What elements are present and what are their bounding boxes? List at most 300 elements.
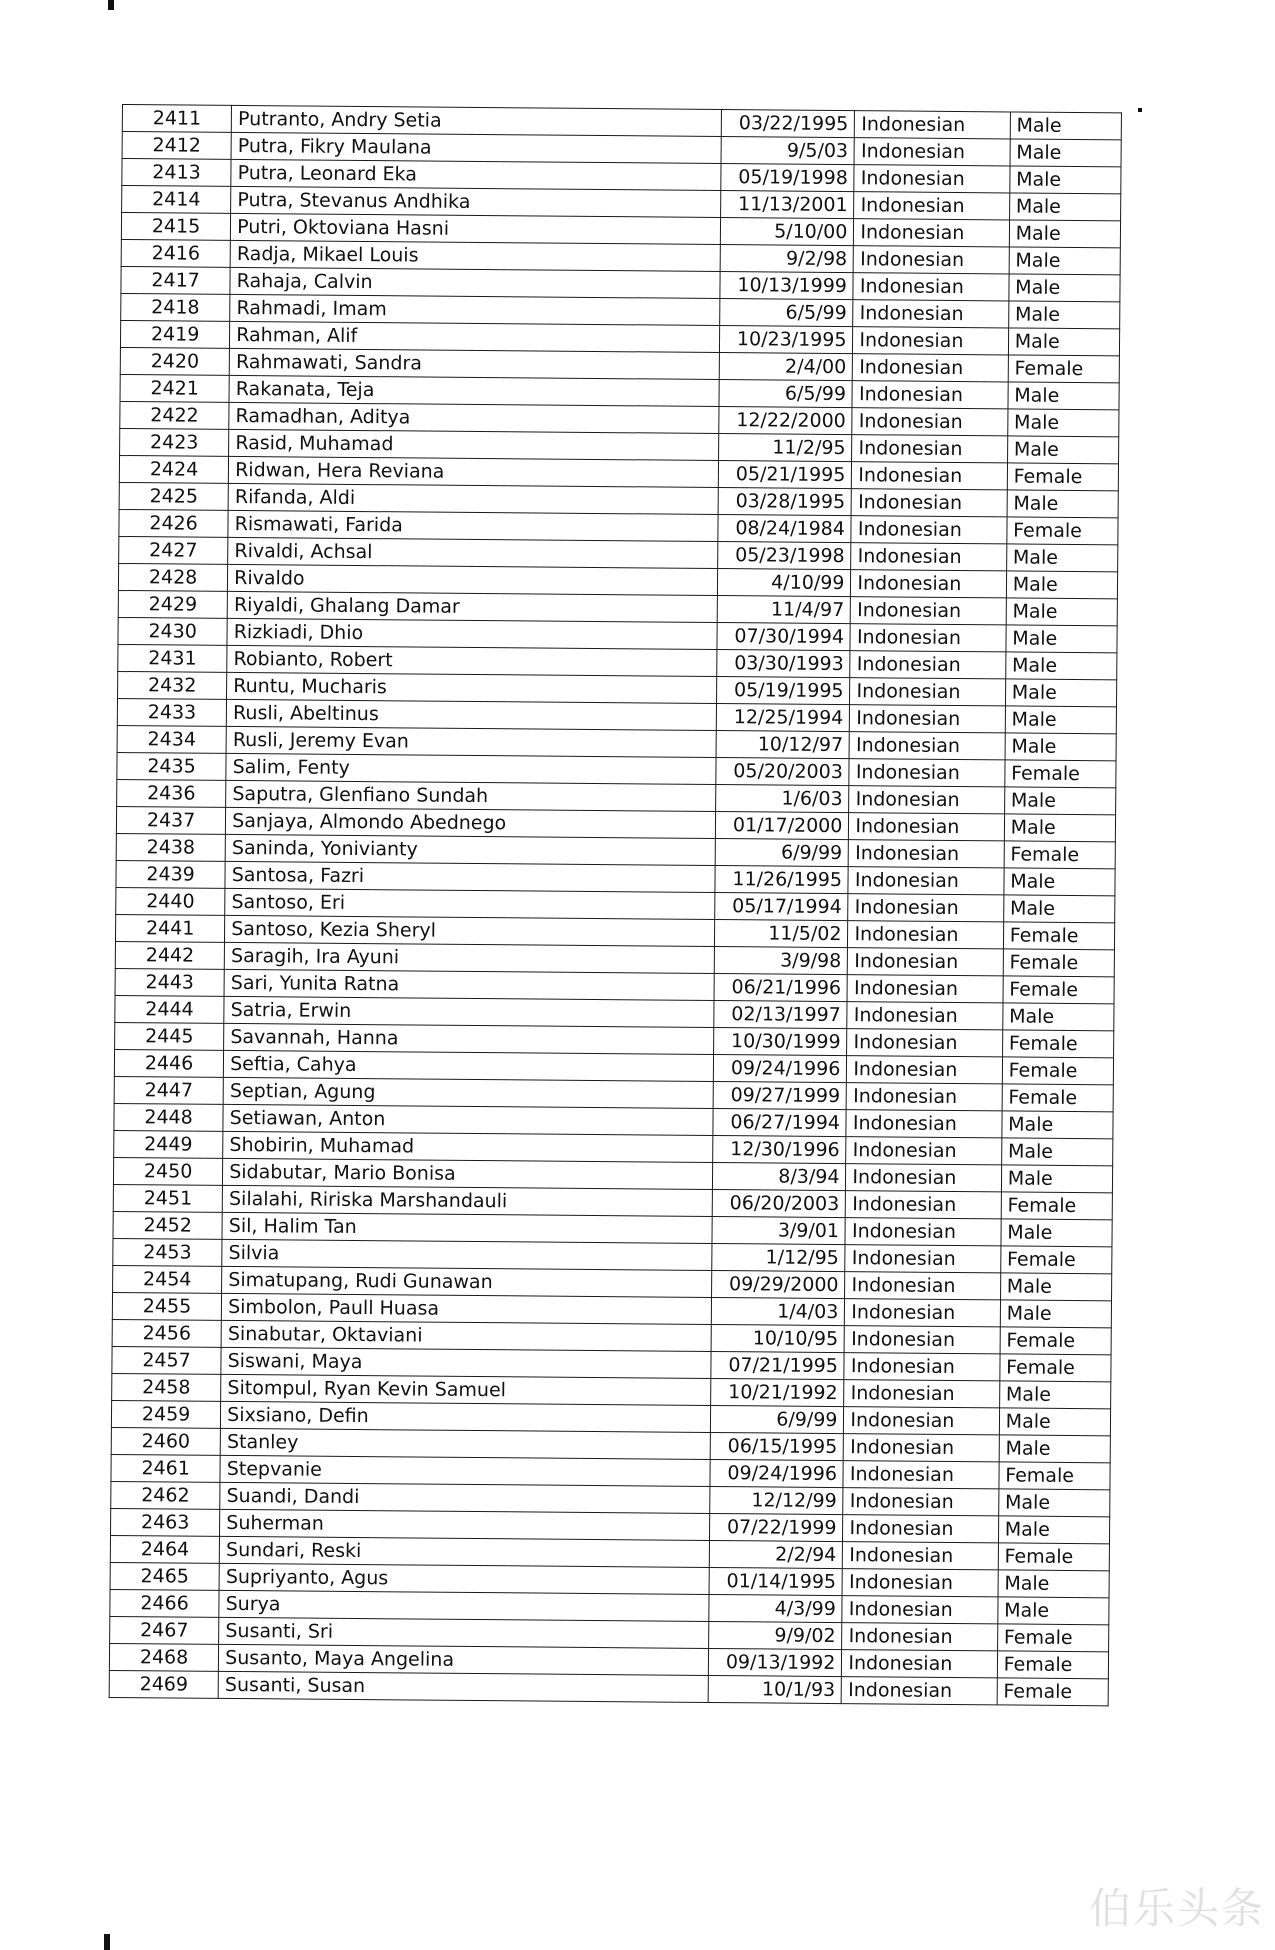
birth-date-cell: 9/5/03 (721, 137, 854, 165)
birth-date-cell: 2/4/00 (719, 353, 852, 381)
person-name-cell: Sinabutar, Oktaviani (221, 1320, 711, 1351)
nationality-cell: Indonesian (848, 894, 1004, 922)
nationality-cell: Indonesian (851, 570, 1007, 598)
gender-cell: Male (999, 1435, 1110, 1463)
record-number-cell: 2425 (119, 482, 228, 510)
person-name-cell: Rahman, Alif (230, 321, 720, 352)
birth-date-cell: 1/4/03 (711, 1297, 844, 1325)
gender-cell: Male (1002, 1111, 1113, 1139)
record-number-cell: 2459 (111, 1400, 220, 1428)
gender-cell: Male (1007, 409, 1118, 437)
birth-date-cell: 4/3/99 (709, 1594, 842, 1622)
birth-date-cell: 07/30/1994 (717, 623, 850, 651)
nationality-cell: Indonesian (843, 1542, 999, 1570)
nationality-cell: Indonesian (844, 1407, 1000, 1435)
nationality-cell: Indonesian (853, 354, 1009, 382)
person-name-cell: Silalahi, Ririska Marshandauli (222, 1185, 712, 1216)
birth-date-cell: 09/29/2000 (712, 1270, 845, 1298)
record-number-cell: 2426 (119, 509, 228, 537)
person-name-cell: Susanto, Maya Angelina (219, 1644, 709, 1675)
gender-cell: Male (1003, 895, 1114, 923)
person-name-cell: Rakanata, Teja (229, 375, 719, 406)
nationality-cell: Indonesian (846, 1191, 1002, 1219)
birth-date-cell: 12/12/99 (710, 1486, 843, 1514)
nationality-cell: Indonesian (849, 786, 1005, 814)
birth-date-cell: 01/14/1995 (709, 1567, 842, 1595)
person-name-cell: Saninda, Yonivianty (225, 834, 715, 865)
records-table (109, 104, 1122, 1706)
nationality-cell: Indonesian (853, 273, 1009, 301)
gender-cell: Male (998, 1597, 1109, 1625)
record-number-cell: 2442 (115, 941, 224, 969)
person-name-cell: Rivaldi, Achsal (228, 537, 718, 568)
gender-cell: Male (1008, 301, 1119, 329)
gender-cell: Male (1006, 598, 1117, 626)
gender-cell: Male (1004, 868, 1115, 896)
nationality-cell: Indonesian (844, 1434, 1000, 1462)
person-name-cell: Robianto, Robert (227, 645, 717, 676)
birth-date-cell: 12/30/1996 (713, 1135, 846, 1163)
birth-date-cell: 07/21/1995 (711, 1351, 844, 1379)
nationality-cell: Indonesian (846, 1137, 1002, 1165)
gender-cell: Male (1004, 787, 1115, 815)
person-name-cell: Putra, Stevanus Andhika (231, 186, 721, 217)
person-name-cell: Rahaja, Calvin (230, 267, 720, 298)
birth-date-cell: 1/12/95 (712, 1243, 845, 1271)
nationality-cell: Indonesian (842, 1596, 998, 1624)
person-name-cell: Saputra, Glenfiano Sundah (226, 780, 716, 811)
gender-cell: Male (999, 1408, 1110, 1436)
nationality-cell: Indonesian (852, 381, 1008, 409)
nationality-cell: Indonesian (842, 1677, 998, 1705)
record-number-cell: 2414 (122, 186, 231, 214)
record-number-cell: 2433 (117, 698, 226, 726)
nationality-cell: Indonesian (843, 1461, 999, 1489)
person-name-cell: Runtu, Mucharis (227, 672, 717, 703)
record-number-cell: 2438 (116, 833, 225, 861)
person-name-cell: Putri, Oktoviana Hasni (231, 213, 721, 244)
gender-cell: Male (1010, 166, 1121, 194)
birth-date-cell: 09/24/1996 (710, 1459, 843, 1487)
gender-cell: Male (1000, 1273, 1111, 1301)
nationality-cell: Indonesian (852, 408, 1008, 436)
nationality-cell: Indonesian (843, 1515, 999, 1543)
records-body (109, 105, 1121, 1706)
person-name-cell: Putra, Leonard Eka (231, 159, 721, 190)
record-number-cell: 2469 (109, 1670, 218, 1698)
person-name-cell: Salim, Fenty (226, 753, 716, 784)
gender-cell: Female (1003, 949, 1114, 977)
person-name-cell: Stepvanie (220, 1455, 710, 1486)
person-name-cell: Rismawati, Farida (228, 510, 718, 541)
nationality-cell: Indonesian (854, 219, 1010, 247)
gender-cell: Male (1006, 625, 1117, 653)
gender-cell: Male (1005, 679, 1116, 707)
gender-cell: Female (998, 1543, 1109, 1571)
gender-cell: Male (999, 1381, 1110, 1409)
person-name-cell: Susanti, Susan (218, 1671, 708, 1702)
gender-cell: Female (997, 1624, 1108, 1652)
nationality-cell: Indonesian (842, 1569, 998, 1597)
person-name-cell: Rusli, Jeremy Evan (226, 726, 716, 757)
nationality-cell: Indonesian (842, 1623, 998, 1651)
person-name-cell: Stanley (220, 1428, 710, 1459)
person-name-cell: Sari, Yunita Ratna (224, 969, 714, 1000)
birth-date-cell: 11/13/2001 (721, 191, 854, 219)
record-number-cell: 2420 (120, 347, 229, 375)
birth-date-cell: 06/20/2003 (712, 1189, 845, 1217)
person-name-cell: Simatupang, Rudi Gunawan (222, 1266, 712, 1297)
record-number-cell: 2463 (111, 1508, 220, 1536)
person-name-cell: Riyaldi, Ghalang Damar (227, 591, 717, 622)
nationality-cell: Indonesian (851, 516, 1007, 544)
person-name-cell: Simbolon, Paull Huasa (222, 1293, 712, 1324)
nationality-cell: Indonesian (850, 624, 1006, 652)
birth-date-cell: 11/4/97 (717, 596, 850, 624)
birth-date-cell: 5/10/00 (721, 218, 854, 246)
person-name-cell: Ramadhan, Aditya (229, 402, 719, 433)
gender-cell: Male (1004, 814, 1115, 842)
gender-cell: Female (1007, 463, 1118, 491)
gender-cell: Female (999, 1462, 1110, 1490)
birth-date-cell: 05/21/1995 (718, 461, 851, 489)
record-number-cell: 2431 (118, 644, 227, 672)
person-name-cell: Sixsiano, Defin (221, 1401, 711, 1432)
record-number-cell: 2467 (110, 1616, 219, 1644)
record-number-cell: 2439 (116, 860, 225, 888)
birth-date-cell: 9/2/98 (720, 245, 853, 273)
birth-date-cell: 3/9/98 (714, 946, 847, 974)
person-name-cell: Radja, Mikael Louis (230, 240, 720, 271)
record-number-cell: 2456 (112, 1319, 221, 1347)
birth-date-cell: 05/20/2003 (716, 758, 849, 786)
birth-date-cell: 11/5/02 (715, 919, 848, 947)
birth-date-cell: 10/21/1992 (711, 1378, 844, 1406)
person-name-cell: Rasid, Muhamad (229, 429, 719, 460)
person-name-cell: Rahmadi, Imam (230, 294, 720, 325)
birth-date-cell: 12/25/1994 (716, 704, 849, 732)
birth-date-cell: 6/5/99 (719, 380, 852, 408)
nationality-cell: Indonesian (847, 1029, 1003, 1057)
nationality-cell: Indonesian (854, 165, 1010, 193)
record-number-cell: 2452 (113, 1211, 222, 1239)
birth-date-cell: 1/6/03 (716, 785, 849, 813)
record-number-cell: 2444 (115, 995, 224, 1023)
birth-date-cell: 4/10/99 (718, 569, 851, 597)
birth-date-cell: 03/30/1993 (717, 650, 850, 678)
birth-date-cell: 6/5/99 (720, 299, 853, 327)
person-name-cell: Satria, Erwin (224, 996, 714, 1027)
birth-date-cell: 02/13/1997 (714, 1000, 847, 1028)
gender-cell: Female (1005, 760, 1116, 788)
record-number-cell: 2446 (114, 1049, 223, 1077)
record-number-cell: 2424 (119, 455, 228, 483)
nationality-cell: Indonesian (854, 246, 1010, 274)
gender-cell: Male (998, 1570, 1109, 1598)
record-number-cell: 2447 (114, 1076, 223, 1104)
nationality-cell: Indonesian (845, 1299, 1001, 1327)
gender-cell: Female (1001, 1192, 1112, 1220)
gender-cell: Male (1001, 1219, 1112, 1247)
record-number-cell: 2436 (117, 779, 226, 807)
person-name-cell: Rahmawati, Sandra (229, 348, 719, 379)
person-name-cell: Sidabutar, Mario Bonisa (223, 1158, 713, 1189)
birth-date-cell: 10/1/93 (708, 1675, 841, 1703)
record-number-cell: 2445 (115, 1022, 224, 1050)
birth-date-cell: 05/19/1998 (721, 164, 854, 192)
birth-date-cell: 9/9/02 (709, 1621, 842, 1649)
birth-date-cell: 6/9/99 (715, 838, 848, 866)
gender-cell: Female (1002, 1030, 1113, 1058)
person-name-cell: Rizkiadi, Dhio (227, 618, 717, 649)
person-name-cell: Rifanda, Aldi (228, 483, 718, 514)
birth-date-cell: 09/13/1992 (709, 1648, 842, 1676)
person-name-cell: Santosa, Fazri (225, 861, 715, 892)
gender-cell: Female (997, 1651, 1108, 1679)
person-name-cell: Ridwan, Hera Reviana (229, 456, 719, 487)
gender-cell: Male (1001, 1138, 1112, 1166)
birth-date-cell: 07/22/1999 (710, 1513, 843, 1541)
birth-date-cell: 3/9/01 (712, 1216, 845, 1244)
record-number-cell: 2458 (112, 1373, 221, 1401)
record-number-cell: 2453 (113, 1238, 222, 1266)
birth-date-cell: 10/13/1999 (720, 272, 853, 300)
gender-cell: Male (1008, 328, 1119, 356)
gender-cell: Male (1005, 733, 1116, 761)
gender-cell: Male (1009, 247, 1120, 275)
nationality-cell: Indonesian (848, 921, 1004, 949)
person-name-cell: Susanti, Sri (219, 1617, 709, 1648)
nationality-cell: Indonesian (852, 462, 1008, 490)
person-name-cell: Rusli, Abeltinus (226, 699, 716, 730)
scan-speck (104, 1934, 110, 1950)
record-number-cell: 2432 (118, 671, 227, 699)
birth-date-cell: 06/15/1995 (710, 1432, 843, 1460)
person-name-cell: Sanjaya, Almondo Abednego (226, 807, 716, 838)
gender-cell: Female (1002, 1084, 1113, 1112)
record-number-cell: 2435 (117, 752, 226, 780)
record-number-cell: 2451 (113, 1184, 222, 1212)
gender-cell: Male (1009, 220, 1120, 248)
gender-cell: Male (1007, 490, 1118, 518)
record-number-cell: 2441 (115, 914, 224, 942)
nationality-cell: Indonesian (847, 1083, 1003, 1111)
record-number-cell: 2464 (110, 1535, 219, 1563)
birth-date-cell: 11/2/95 (719, 434, 852, 462)
gender-cell: Female (1003, 976, 1114, 1004)
birth-date-cell: 05/19/1995 (717, 677, 850, 705)
gender-cell: Male (1009, 193, 1120, 221)
nationality-cell: Indonesian (845, 1218, 1001, 1246)
person-name-cell: Shobirin, Muhamad (223, 1131, 713, 1162)
nationality-cell: Indonesian (844, 1380, 1000, 1408)
gender-cell: Male (1009, 274, 1120, 302)
nationality-cell: Indonesian (849, 759, 1005, 787)
record-number-cell: 2461 (111, 1454, 220, 1482)
birth-date-cell: 8/3/94 (713, 1162, 846, 1190)
nationality-cell: Indonesian (849, 840, 1005, 868)
record-number-cell: 2428 (118, 563, 227, 591)
record-number-cell: 2419 (120, 320, 229, 348)
nationality-cell: Indonesian (853, 327, 1009, 355)
record-number-cell: 2411 (122, 105, 231, 133)
nationality-cell: Indonesian (854, 138, 1010, 166)
record-number-cell: 2412 (122, 132, 231, 160)
person-name-cell: Savannah, Hanna (224, 1023, 714, 1054)
birth-date-cell: 2/2/94 (709, 1540, 842, 1568)
birth-date-cell: 06/21/1996 (714, 973, 847, 1001)
gender-cell: Female (1000, 1354, 1111, 1382)
nationality-cell: Indonesian (846, 1110, 1002, 1138)
birth-date-cell: 10/10/95 (711, 1324, 844, 1352)
record-number-cell: 2450 (113, 1157, 222, 1185)
person-name-cell: Santoso, Kezia Sheryl (225, 915, 715, 946)
gender-cell: Female (1002, 1057, 1113, 1085)
record-number-cell: 2440 (116, 887, 225, 915)
record-number-cell: 2465 (110, 1562, 219, 1590)
gender-cell: Male (1005, 706, 1116, 734)
birth-date-cell: 05/23/1998 (718, 542, 851, 570)
record-number-cell: 2443 (115, 968, 224, 996)
record-number-cell: 2437 (116, 806, 225, 834)
nationality-cell: Indonesian (846, 1164, 1002, 1192)
gender-cell: Female (1007, 517, 1118, 545)
gender-cell: Male (1003, 1003, 1114, 1031)
nationality-cell: Indonesian (850, 651, 1006, 679)
record-number-cell: 2468 (109, 1643, 218, 1671)
record-number-cell: 2430 (118, 617, 227, 645)
gender-cell: Male (1000, 1300, 1111, 1328)
record-number-cell: 2422 (120, 401, 229, 429)
record-number-cell: 2429 (118, 590, 227, 618)
person-name-cell: Suherman (220, 1509, 710, 1540)
record-number-cell: 2415 (121, 213, 230, 241)
person-name-cell: Suandi, Dandi (220, 1482, 710, 1513)
nationality-cell: Indonesian (849, 732, 1005, 760)
person-name-cell: Santoso, Eri (225, 888, 715, 919)
nationality-cell: Indonesian (845, 1272, 1001, 1300)
birth-date-cell: 10/23/1995 (720, 326, 853, 354)
nationality-cell: Indonesian (847, 1056, 1003, 1084)
record-number-cell: 2418 (121, 293, 230, 321)
record-number-cell: 2466 (110, 1589, 219, 1617)
gender-cell: Female (1008, 355, 1119, 383)
scan-speck (1138, 108, 1142, 112)
birth-date-cell: 03/22/1995 (721, 110, 854, 138)
birth-date-cell: 05/17/1994 (715, 892, 848, 920)
birth-date-cell: 01/17/2000 (716, 811, 849, 839)
person-name-cell: Sundari, Reski (219, 1536, 709, 1567)
gender-cell: Male (1001, 1165, 1112, 1193)
nationality-cell: Indonesian (847, 975, 1003, 1003)
birth-date-cell: 10/12/97 (716, 731, 849, 759)
scan-speck (108, 0, 114, 10)
person-name-cell: Sil, Halim Tan (222, 1212, 712, 1243)
watermark-logo: 伯乐头条 (1088, 1884, 1265, 1933)
record-number-cell: 2434 (117, 725, 226, 753)
record-number-cell: 2448 (114, 1103, 223, 1131)
nationality-cell: Indonesian (847, 1002, 1003, 1030)
birth-date-cell: 11/26/1995 (715, 865, 848, 893)
gender-cell: Female (1004, 841, 1115, 869)
birth-date-cell: 08/24/1984 (718, 515, 851, 543)
person-name-cell: Putra, Fikry Maulana (231, 132, 721, 163)
record-number-cell: 2416 (121, 239, 230, 267)
person-name-cell: Putranto, Andry Setia (231, 105, 721, 136)
record-number-cell: 2413 (122, 159, 231, 187)
nationality-cell: Indonesian (851, 543, 1007, 571)
nationality-cell: Indonesian (845, 1245, 1001, 1273)
nationality-cell: Indonesian (848, 948, 1004, 976)
person-name-cell: Sitompul, Ryan Kevin Samuel (221, 1374, 711, 1405)
gender-cell: Male (998, 1489, 1109, 1517)
nationality-cell: Indonesian (843, 1488, 999, 1516)
gender-cell: Male (1006, 544, 1117, 572)
record-number-cell: 2421 (120, 374, 229, 402)
birth-date-cell: 12/22/2000 (719, 407, 852, 435)
person-name-cell: Saragih, Ira Ayuni (224, 942, 714, 973)
birth-date-cell: 6/9/99 (711, 1405, 844, 1433)
record-number-cell: 2423 (120, 428, 229, 456)
nationality-cell: Indonesian (851, 597, 1007, 625)
person-name-cell: Septian, Agung (223, 1077, 713, 1108)
nationality-cell: Indonesian (852, 489, 1008, 517)
record-number-cell: 2454 (113, 1265, 222, 1293)
gender-cell: Male (1008, 382, 1119, 410)
person-name-cell: Siswani, Maya (221, 1347, 711, 1378)
nationality-cell: Indonesian (844, 1353, 1000, 1381)
person-name-cell: Rivaldo (228, 564, 718, 595)
birth-date-cell: 03/28/1995 (718, 488, 851, 516)
nationality-cell: Indonesian (848, 867, 1004, 895)
person-name-cell: Silvia (222, 1239, 712, 1270)
birth-date-cell: 09/27/1999 (713, 1081, 846, 1109)
record-number-cell: 2449 (114, 1130, 223, 1158)
nationality-cell: Indonesian (853, 300, 1009, 328)
nationality-cell: Indonesian (849, 813, 1005, 841)
record-number-cell: 2460 (111, 1427, 220, 1455)
person-name-cell: Surya (219, 1590, 709, 1621)
gender-cell: Female (1003, 922, 1114, 950)
person-name-cell: Supriyanto, Agus (219, 1563, 709, 1594)
nationality-cell: Indonesian (850, 705, 1006, 733)
nationality-cell: Indonesian (845, 1326, 1001, 1354)
birth-date-cell: 09/24/1996 (714, 1054, 847, 1082)
gender-cell: Female (1000, 1246, 1111, 1274)
record-number-cell: 2462 (111, 1481, 220, 1509)
birth-date-cell: 10/30/1999 (714, 1027, 847, 1055)
gender-cell: Male (1005, 652, 1116, 680)
birth-date-cell: 06/27/1994 (713, 1108, 846, 1136)
nationality-cell: Indonesian (842, 1650, 998, 1678)
record-number-cell: 2427 (119, 536, 228, 564)
person-name-cell: Setiawan, Anton (223, 1104, 713, 1135)
person-name-cell: Seftia, Cahya (224, 1050, 714, 1081)
record-number-cell: 2417 (121, 266, 230, 294)
gender-cell: Male (1006, 571, 1117, 599)
nationality-cell: Indonesian (855, 111, 1011, 139)
gender-cell: Female (1000, 1327, 1111, 1355)
gender-cell: Female (997, 1678, 1108, 1706)
nationality-cell: Indonesian (850, 678, 1006, 706)
gender-cell: Male (1007, 436, 1118, 464)
gender-cell: Male (1010, 112, 1121, 140)
record-number-cell: 2457 (112, 1346, 221, 1374)
nationality-cell: Indonesian (854, 192, 1010, 220)
nationality-cell: Indonesian (852, 435, 1008, 463)
record-number-cell: 2455 (112, 1292, 221, 1320)
gender-cell: Male (1010, 139, 1121, 167)
